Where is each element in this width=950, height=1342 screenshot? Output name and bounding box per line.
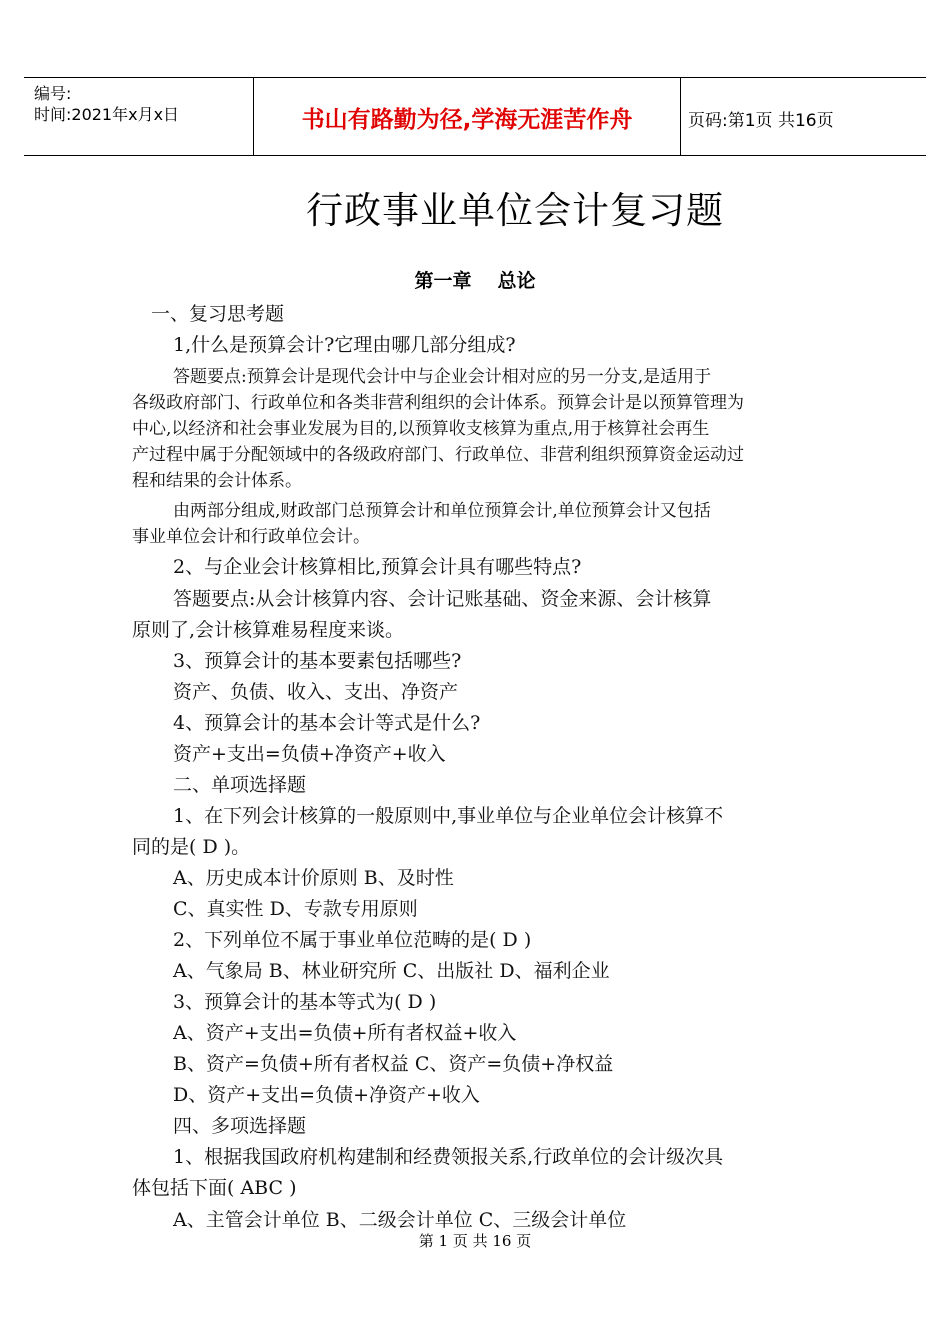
answer-text: 资产、负债、收入、支出、净资产	[173, 681, 459, 703]
number-label: 编号:	[34, 84, 72, 103]
option-line: A、历史成本计价原则 B、及时性	[173, 867, 454, 889]
header-motto: 书山有路勤为径,学海无涯苦作舟	[301, 107, 633, 133]
answer-text: 各级政府部门、行政单位和各类非营利组织的会计体系。预算会计是以预算管理为	[132, 393, 744, 413]
document-title: 行政事业单位会计复习题	[306, 189, 724, 232]
question: 体包括下面( ABC )	[132, 1177, 297, 1199]
section-heading: 二、单项选择题	[173, 774, 307, 796]
section-heading: 一、复习思考题	[151, 303, 285, 325]
chapter-name: 总论	[497, 270, 536, 292]
answer-text: 产过程中属于分配领域中的各级政府部门、行政单位、非营利组织预算资金运动过	[132, 445, 744, 465]
question: 2、与企业会计核算相比,预算会计具有哪些特点?	[173, 556, 582, 578]
question: 1、在下列会计核算的一般原则中,事业单位与企业单位会计核算不	[173, 805, 724, 827]
option-line: A、气象局 B、林业研究所 C、出版社 D、福利企业	[173, 960, 610, 982]
answer-text: 由两部分组成,财政部门总预算会计和单位预算会计,单位预算会计又包括	[173, 501, 711, 521]
chapter-heading	[0, 266, 950, 293]
header-meta	[34, 83, 259, 125]
section-heading: 四、多项选择题	[173, 1115, 307, 1137]
question: 3、预算会计的基本要素包括哪些?	[173, 650, 462, 672]
option-line: A、资产+支出=负债+所有者权益+收入	[173, 1022, 517, 1044]
option-line: D、资产+支出=负债+净资产+收入	[173, 1084, 480, 1106]
option-line: A、主管会计单位 B、二级会计单位 C、三级会计单位	[173, 1209, 627, 1231]
question: 3、预算会计的基本等式为( D )	[173, 991, 437, 1013]
answer-text: 资产+支出=负债+净资产+收入	[173, 743, 446, 765]
question: 1、根据我国政府机构建制和经费领报关系,行政单位的会计级次具	[173, 1146, 724, 1168]
header-divider	[680, 78, 681, 155]
time-label: 时间:2021年x月x日	[34, 105, 180, 124]
answer-text: 答题要点:从会计核算内容、会计记账基础、资金来源、会计核算	[173, 588, 712, 610]
question: 2、下列单位不属于事业单位范畴的是( D )	[173, 929, 532, 951]
answer-text: 中心,以经济和社会事业发展为目的,以预算收支核算为重点,用于核算社会再生	[132, 419, 710, 439]
option-line: C、真实性 D、专款专用原则	[173, 898, 418, 920]
chapter-number: 第一章	[414, 270, 472, 292]
header-page-info: 页码:第1页 共16页	[688, 111, 834, 131]
answer-text: 答题要点:预算会计是现代会计中与企业会计相对应的另一分支,是适用于	[173, 367, 712, 387]
question: 4、预算会计的基本会计等式是什么?	[173, 712, 481, 734]
answer-text: 事业单位会计和行政单位会计。	[132, 527, 370, 547]
answer-text: 原则了,会计核算难易程度来谈。	[132, 619, 405, 641]
answer-text: 程和结果的会计体系。	[132, 471, 302, 491]
page-footer: 第 1 页 共 16 页	[418, 1232, 532, 1250]
option-line: B、资产=负债+所有者权益 C、资产=负债+净权益	[173, 1053, 614, 1075]
question: 1,什么是预算会计?它理由哪几部分组成?	[173, 334, 516, 356]
question: 同的是( D )。	[132, 836, 251, 858]
page-header	[24, 77, 926, 156]
header-divider	[253, 78, 254, 155]
